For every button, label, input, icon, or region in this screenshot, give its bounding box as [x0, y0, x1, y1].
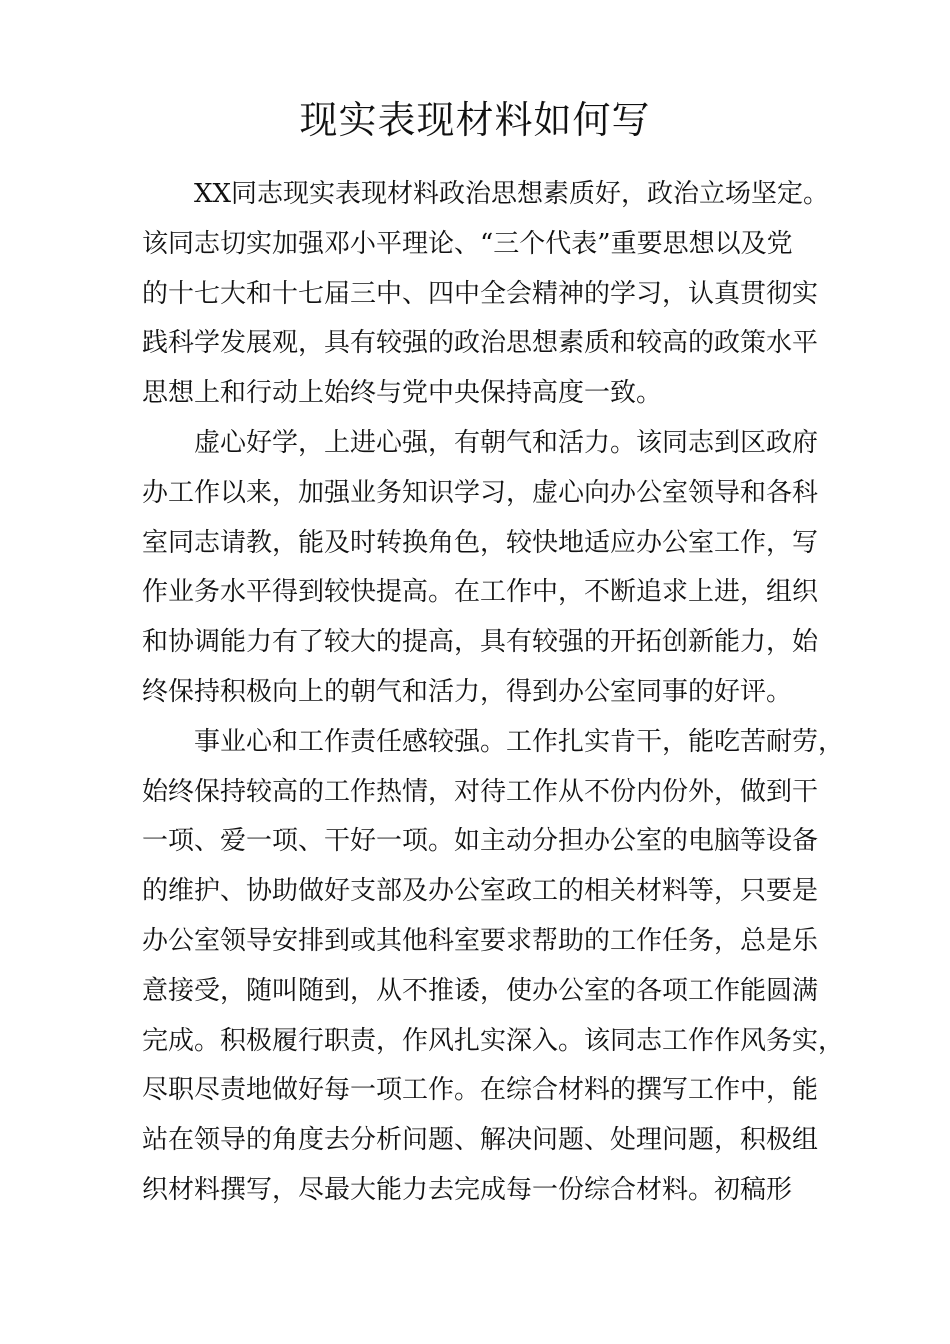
- text-line: 的维护、协助做好支部及办公室政工的相关材料等，只要是: [142, 876, 819, 907]
- text-line: 虚心好学，上进心强，有朝气和活力。该同志到区政府: [194, 427, 819, 458]
- text-line: 尽职尽责地做好每一项工作。在综合材料的撰写工作中，能: [142, 1075, 819, 1106]
- text-line: 的十七大和十七届三中、四中全会精神的学习，认真贯彻实: [142, 278, 819, 309]
- text-line: 站在领导的角度去分析问题、解决问题、处理问题，积极组: [142, 1125, 819, 1156]
- text-line: 室同志请教，能及时转换角色，较快地适应办公室工作，写: [142, 527, 819, 558]
- text-line: 该同志切实加强邓小平理论、“三个代表”重要思想以及党: [142, 228, 793, 259]
- text-line: 终保持积极向上的朝气和活力，得到办公室同事的好评。: [142, 676, 793, 707]
- text-line: 完成。积极履行职责，作风扎实深入。该同志工作作风务实，: [142, 1025, 845, 1056]
- text-line: 始终保持较高的工作热情，对待工作从不份内份外，做到干: [142, 776, 819, 807]
- text-line: 办工作以来，加强业务知识学习，虚心向办公室领导和各科: [142, 477, 819, 508]
- document-body: [142, 170, 845, 1216]
- document-title: 现实表现材料如何写: [299, 98, 651, 142]
- text-line: 和协调能力有了较大的提高，具有较强的开拓创新能力，始: [142, 627, 819, 658]
- text-line: 一项、爱一项、干好一项。如主动分担办公室的电脑等设备: [142, 826, 819, 857]
- text-line: 办公室领导安排到或其他科室要求帮助的工作任务，总是乐: [142, 925, 819, 956]
- text-line: 事业心和工作责任感较强。工作扎实肯干，能吃苦耐劳，: [194, 726, 845, 757]
- text-line: 思想上和行动上始终与党中央保持高度一致。: [142, 378, 663, 409]
- text-line: 践科学发展观，具有较强的政治思想素质和较高的政策水平: [142, 328, 819, 359]
- text-line: 意接受，随叫随到，从不推诿，使办公室的各项工作能圆满: [142, 975, 819, 1006]
- text-line: 作业务水平得到较快提高。在工作中，不断追求上进，组织: [142, 577, 819, 608]
- text-line: 织材料撰写，尽最大能力去完成每一份综合材料。初稿形: [142, 1174, 793, 1205]
- text-line: XX同志现实表现材料政治思想素质好，政治立场坚定。: [194, 179, 830, 209]
